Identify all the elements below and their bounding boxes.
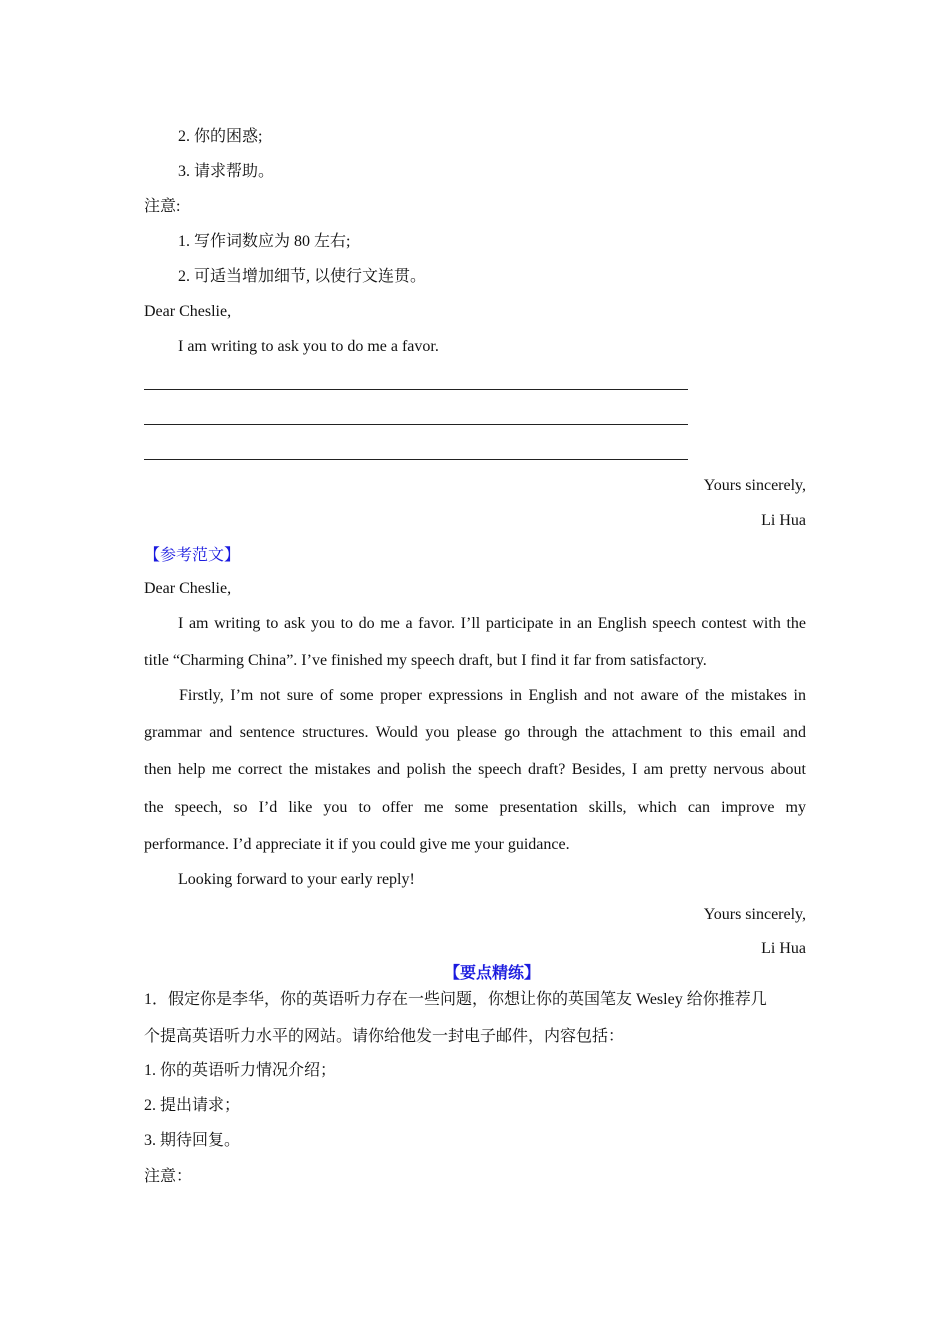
sample-line: I am writing to ask you to do me a favor. I’ll participate in an English speech contest with the [178, 615, 806, 632]
letter-greeting: Dear Cheslie, [144, 303, 232, 320]
letter-closing: Yours sincerely, [703, 477, 806, 494]
practice-note-label: 注意： [144, 1168, 193, 1185]
answer-line [144, 389, 688, 390]
sample-line: title “Charming China”. I’ve finished my speech draft, but I find it far from satisfactory. [144, 652, 707, 669]
sample-line: Firstly, I’m not sure of some proper expressions in English and not aware of the mistakes in [179, 687, 806, 704]
task-item: 2. 你的困惑; [178, 128, 263, 145]
note-item: 1. 写作词数应为 80 左右; [178, 233, 351, 250]
sample-heading: 【参考范文】 [144, 547, 241, 564]
task-item: 3. 请求帮助。 [178, 163, 275, 180]
sample-line: performance. I’d appreciate it if you could give me your guidance. [144, 836, 570, 853]
letter-opening: I am writing to ask you to do me a favor. [178, 338, 439, 355]
practice-heading: 【要点精练】 [443, 965, 540, 982]
letter-signature: Li Hua [761, 512, 806, 529]
practice-item: 3. 期待回复。 [144, 1132, 241, 1149]
sample-line: the speech, so I’d like you to offer me some presentation skills, which can improve my [144, 799, 806, 816]
sample-closing: Yours sincerely, [703, 906, 806, 923]
practice-item: 1. 你的英语听力情况介绍； [144, 1062, 337, 1079]
note-label: 注意: [144, 198, 181, 215]
practice-question-line: 1．假定你是李华，你的英语听力存在一些问题，你想让你的英国笔友 Wesley 给你推荐几 [144, 991, 767, 1008]
sample-line: grammar and sentence structures. Would you please go through the attachment to this email and [144, 724, 806, 741]
note-item: 2. 可适当增加细节, 以使行文连贯。 [178, 268, 427, 285]
answer-line [144, 459, 688, 460]
sample-line: then help me correct the mistakes and polish the speech draft? Besides, I am pretty nervous about [144, 761, 806, 778]
sample-greeting: Dear Cheslie, [144, 580, 232, 597]
sample-signature: Li Hua [761, 940, 806, 957]
practice-item: 2. 提出请求； [144, 1097, 241, 1114]
answer-line [144, 424, 688, 425]
practice-question-line: 个提高英语听力水平的网站。请你给他发一封电子邮件，内容包括： [144, 1028, 625, 1045]
sample-line: Looking forward to your early reply! [178, 871, 415, 888]
